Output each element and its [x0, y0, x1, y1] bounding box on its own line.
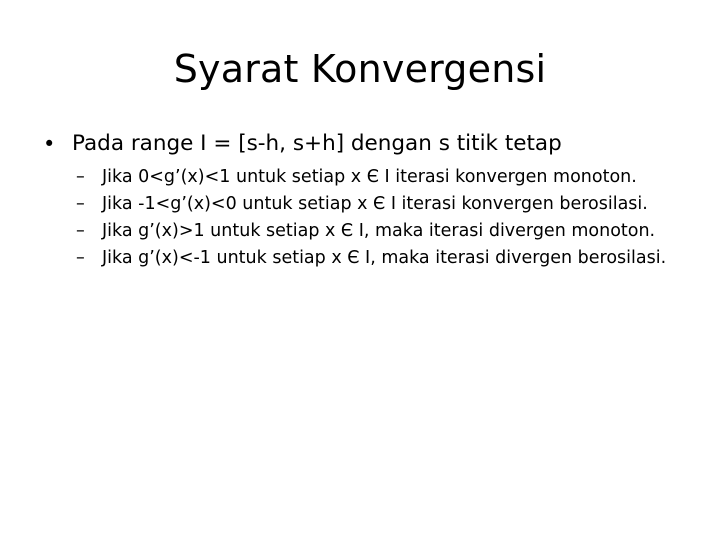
sub-bullet-text: Jika g’(x)>1 untuk setiap x Є I, maka iterasi divergen monoton. [102, 221, 656, 241]
slide-content [36, 128, 696, 272]
sub-bullet-item [36, 164, 696, 191]
slide-title: Syarat Konvergensi [173, 47, 547, 91]
bullet-text: Pada range I = [s-h, s+h] dengan s titik tetap [72, 131, 562, 156]
sub-bullet-list [36, 164, 696, 272]
sub-bullet-item [36, 218, 696, 245]
bullet-item [36, 128, 696, 160]
sub-bullet-text: Jika -1<g’(x)<0 untuk setiap x Є I iterasi konvergen berosilasi. [102, 194, 648, 214]
dash-marker: – [76, 248, 85, 268]
sub-bullet-text: Jika 0<g’(x)<1 untuk setiap x Є I iterasi konvergen monoton. [102, 167, 637, 187]
bullet-marker: • [43, 132, 56, 156]
dash-marker: – [76, 167, 85, 187]
sub-bullet-item [36, 191, 696, 218]
sub-bullet-text: Jika g’(x)<-1 untuk setiap x Є I, maka iterasi divergen berosilasi. [102, 248, 667, 268]
sub-bullet-item [36, 245, 696, 272]
dash-marker: – [76, 194, 85, 214]
dash-marker: – [76, 221, 85, 241]
